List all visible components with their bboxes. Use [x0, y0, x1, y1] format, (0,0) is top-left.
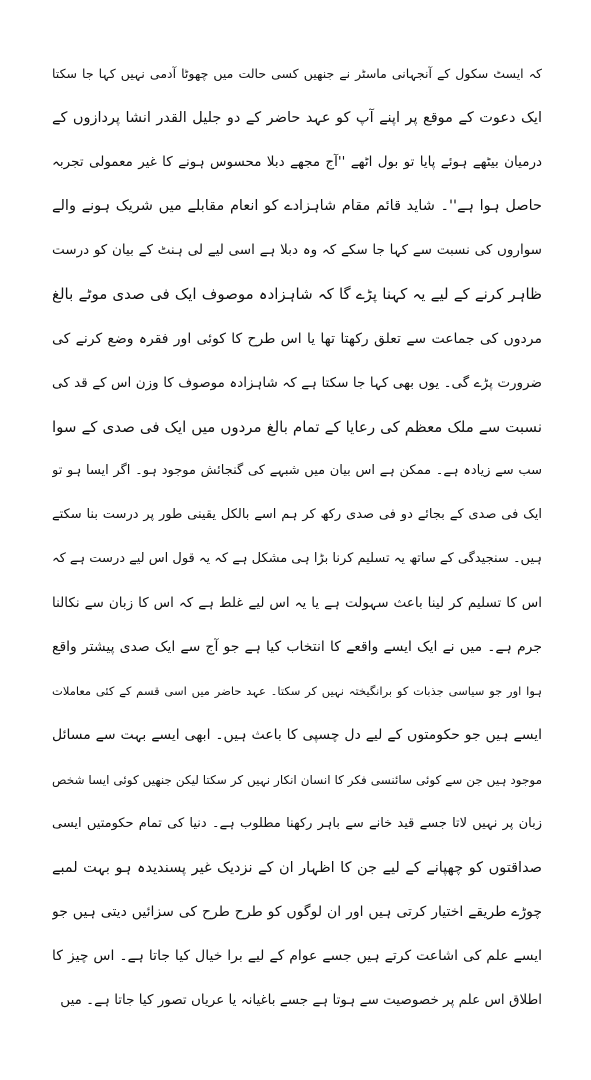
text-line-17: موجود ہیں جن سے کوئی سائنسی فکر کا انسان انکار نہیں کر سکتا لیکن جنھیں کوئی ایسا شخص — [52, 772, 542, 787]
text-line-18: زبان پر نہیں لاتا جسے قید خانے سے باہر رکھنا مطلوب ہے۔ دنیا کی تمام حکومتیں ایسی — [52, 815, 542, 831]
text-line-15: ہوا اور جو سیاسی جذبات کو برانگیختہ نہیں کر سکتا۔ عہد حاضر میں اسی قسم کے کئی معاملات — [52, 684, 542, 699]
text-line-22: اطلاق اس علم پر خصوصیت سے ہوتا ہے جسے باغیانہ یا عریاں تصور کیا جاتا ہے۔ میں — [60, 991, 542, 1008]
text-line-5: سواروں کی نسبت سے کہا جا سکے کہ وہ دبلا ہے اسی لیے لی ہنٹ کے بیان کو درست — [52, 242, 542, 259]
text-line-16: ایسے ہیں جو حکومتوں کے لیے دل چسپی کا باعث ہیں۔ ابھی ایسے بہت سے مسائل — [52, 727, 542, 744]
text-line-1: کہ ایسٹ سکول کے آنجہانی ماسٹر نے جنھیں کسی حالت میں چھوٹا آدمی نہیں کہا جا سکتا — [52, 66, 542, 81]
text-line-9: نسبت سے ملک معظم کی رعایا کے تمام بالغ مردوں میں ایک فی صدی کے سوا — [52, 417, 542, 436]
text-line-7: مردوں کی جماعت سے تعلق رکھتا تھا یا اس طرح کا کوئی اور فقرہ وضع کرنے کی — [52, 330, 542, 347]
text-line-6: ظاہر کرنے کے لیے یہ کہنا پڑے گا کہ شاہزادہ موصوف ایک فی صدی موٹے بالغ — [52, 285, 542, 304]
text-line-21: ایسے علم کی اشاعت کرتے ہیں جسے عوام کے لیے برا خیال کیا جاتا ہے۔ اس چیز کا — [52, 947, 542, 964]
text-line-10: سب سے زیادہ ہے۔ ممکن ہے اس بیان میں شبہے کی گنجائش موجود ہو۔ اگر ایسا ہو تو — [52, 462, 542, 478]
text-line-8: ضرورت پڑے گی۔ یوں بھی کہا جا سکتا ہے کہ شاہزادہ موصوف کا وزن اس کے قد کی — [52, 374, 542, 391]
text-line-11: ایک فی صدی کے بجائے دو فی صدی رکھ کر ہم اسے بالکل یقینی طور پر درست بنا سکتے — [52, 506, 542, 522]
text-line-19: صداقتوں کو چھپانے کے لیے جن کا اظہار ان کے نزدیک غیر پسندیدہ ہو بہت لمبے — [52, 859, 542, 876]
text-line-14: جرم ہے۔ میں نے ایک ایسے واقعے کا انتخاب کیا ہے جو آج سے ایک صدی پیشتر واقع — [52, 639, 542, 656]
text-line-4: حاصل ہوا ہے''۔ شاید قائم مقام شاہزادے کو انعام مقابلے میں شریک ہونے والے — [52, 198, 542, 215]
text-line-2: ایک دعوت کے موقع پر اپنے آپ کو عہد حاضر کے دو جلیل القدر انشا پردازوں کے — [52, 110, 542, 127]
text-line-3: درمیان بیٹھے ہوئے پایا تو بول اٹھے ''آج مجھے دبلا محسوس ہونے کا غیر معمولی تجربہ — [52, 154, 542, 171]
urdu-text-body — [52, 52, 542, 1022]
text-line-13: اس کا تسلیم کر لینا باعث سہولت ہے یا یہ اس لیے غلط ہے کہ اس کا زبان سے نکالنا — [52, 595, 542, 612]
text-line-12: ہیں۔ سنجیدگی کے ساتھ یہ تسلیم کرنا بڑا ہی مشکل ہے کہ یہ قول اس لیے درست ہے کہ — [52, 551, 542, 567]
text-line-20: چوڑے طریقے اختیار کرتی ہیں اور ان لوگوں کو طرح طرح کی سزائیں دیتی ہیں جو — [52, 903, 542, 920]
